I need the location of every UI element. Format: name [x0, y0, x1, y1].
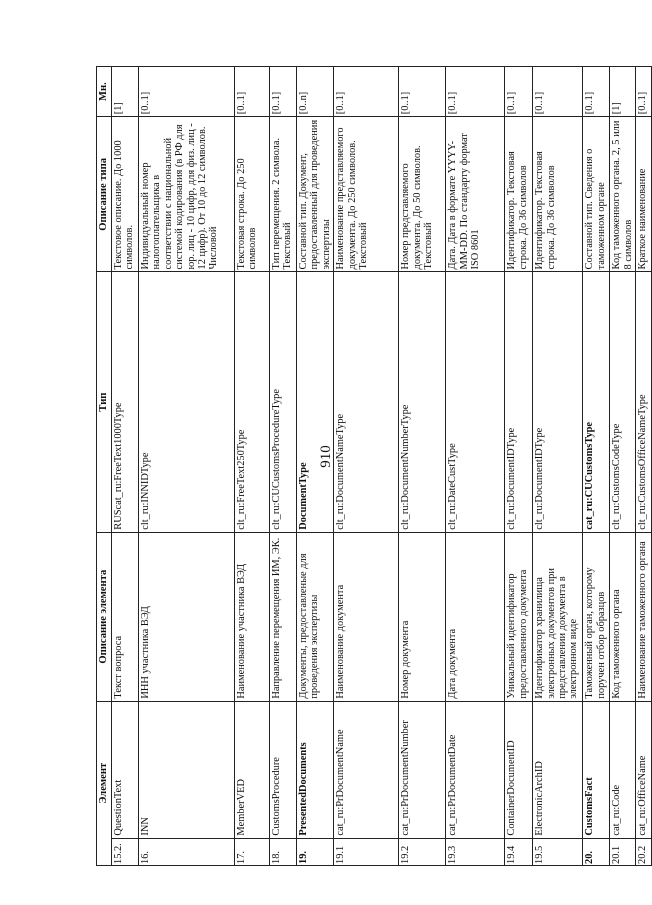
row-number: 20.2 [636, 838, 652, 865]
table-row [399, 67, 446, 866]
type-description: Наименование представляемого документа. До 250 символов. Текстовый [334, 117, 399, 272]
rotated-table-container [96, 66, 649, 866]
element-description: Текст вопроса [112, 532, 139, 701]
type-description: Номер представляемого документа. До 50 символов. Текстовый [399, 117, 446, 272]
row-number: 19.2 [399, 838, 446, 865]
row-number: 20.1 [610, 838, 636, 865]
table-row [235, 67, 270, 866]
type-name: RUScat_ru:FreeText1000Type [112, 272, 139, 532]
element-name: cat_ru:PrDocumentDate [446, 701, 505, 838]
type-description: Код таможенного органа. 2, 5 или 8 символов [610, 117, 636, 272]
row-number: 19.3 [446, 838, 505, 865]
row-number: 18. [270, 838, 297, 865]
element-name: INN [139, 701, 235, 838]
element-description: Уникальный идентификатор предоставленного документа [505, 532, 533, 701]
element-description: Направление перемещения ИМ, ЭК. [270, 532, 297, 701]
type-name: clt_ru:CUCustomsProcedureType [270, 272, 297, 532]
multiplicity: [0..1] [399, 67, 446, 117]
table-header-row [97, 67, 112, 866]
row-number: 19. [297, 838, 334, 865]
row-number: 19.1 [334, 838, 399, 865]
type-name: clt_ru:DateCustType [446, 272, 505, 532]
multiplicity: [0..1] [235, 67, 270, 117]
multiplicity: [0..1] [533, 67, 583, 117]
multiplicity: [1] [112, 67, 139, 117]
element-description: Идентификатор хранилища электронных документов при представлении документа в электронном виде [533, 532, 583, 701]
table-row [610, 67, 636, 866]
type-description: Текстовая строка. До 250 символов [235, 117, 270, 272]
type-description: Составной тип. Сведения о таможенном органе [583, 117, 610, 272]
multiplicity: [0..1] [505, 67, 533, 117]
multiplicity: [1] [610, 67, 636, 117]
multiplicity: [0..1] [583, 67, 610, 117]
type-name: clt_ru:DocumentNameType [334, 272, 399, 532]
element-name: cat_ru:PrDocumentNumber [399, 701, 446, 838]
multiplicity: [0..1] [636, 67, 652, 117]
page-number: 910 [317, 444, 334, 468]
element-description: ИНН участника ВЭД [139, 532, 235, 701]
header-multiplicity: Мн. [97, 67, 112, 117]
row-number: 16. [139, 838, 235, 865]
element-description: Дата документа [446, 532, 505, 701]
table-row [297, 67, 334, 866]
type-description: Краткое наименование [636, 117, 652, 272]
type-name: clt_ru:DocumentIDType [533, 272, 583, 532]
element-description: Код таможенного органа [610, 532, 636, 701]
table-row [533, 67, 583, 866]
multiplicity: [0..1] [334, 67, 399, 117]
type-description: Идентификатор. Текстовая строка. До 36 символов [533, 117, 583, 272]
type-description: Индивидуальный номер налогоплательщика в соответствии с национальной системой кодирования (в РФ для юр. лиц - 10 цифр, для физ. лиц - 12 цифр). От 10 до 12 символов. Числовой [139, 117, 235, 272]
table-row [446, 67, 505, 866]
type-name: clt_ru:DocumentIDType [505, 272, 533, 532]
element-description: Документы, предоставленые для проведения экспертизы [297, 532, 334, 701]
table-row [112, 67, 139, 866]
multiplicity: [0..1] [139, 67, 235, 117]
header-element: Элемент [97, 701, 112, 865]
row-number: 19.5 [533, 838, 583, 865]
element-description: Наименование участника ВЭД [235, 532, 270, 701]
multiplicity: [0..n] [297, 67, 334, 117]
row-number: 17. [235, 838, 270, 865]
element-name: MemberVED [235, 701, 270, 838]
type-name: clt_ru:DocumentNumberType [399, 272, 446, 532]
table-row [583, 67, 610, 866]
element-description: Номер документа [399, 532, 446, 701]
element-name: QuestionText [112, 701, 139, 838]
header-type: Тип [97, 272, 112, 532]
element-name: cat_ru:Code [610, 701, 636, 838]
element-name: PresentedDocuments [297, 701, 334, 838]
row-number: 19.4 [505, 838, 533, 865]
type-description: Составной тип. Документ, предоставленный для проведения экспертизы [297, 117, 334, 272]
table-row [139, 67, 235, 866]
row-number: 20. [583, 838, 610, 865]
table-row [505, 67, 533, 866]
type-description: Тип перемещения. 2 символа. Текстовый [270, 117, 297, 272]
element-description: Таможенный орган, которому поручен отбор образцов [583, 532, 610, 701]
type-name: DocumentType [297, 272, 334, 532]
multiplicity: [0..1] [446, 67, 505, 117]
row-number: 15.2. [112, 838, 139, 865]
type-name: clt_ru:FreeText250Type [235, 272, 270, 532]
type-description: Идентификатор. Текстовая строка. До 36 символов [505, 117, 533, 272]
element-description: Наименование документа [334, 532, 399, 701]
table-row [636, 67, 652, 866]
element-name: ContainerDocumentID [505, 701, 533, 838]
type-name: clt_ru:CustomsOfficeNameType [636, 272, 652, 532]
type-name: clt_ru:INNIDType [139, 272, 235, 532]
type-description: Дата. Дата в формате YYYY-MM-DD. По стандарту формат ISO 8601 [446, 117, 505, 272]
type-name: cat_ru:CUCustomsType [583, 272, 610, 532]
element-name: cat_ru:PrDocumentName [334, 701, 399, 838]
type-description: Текстовое описание. До 1000 символов. [112, 117, 139, 272]
element-name: CustomsProcedure [270, 701, 297, 838]
element-name: ElectronicArchID [533, 701, 583, 838]
header-type-description: Описание типа [97, 117, 112, 272]
header-description: Описание элемента [97, 532, 112, 701]
table-viewport [96, 66, 649, 866]
element-name: CustomsFact [583, 701, 610, 838]
element-description: Наименование таможенного органа [636, 532, 652, 701]
type-name: clt_ru:CustomsCodeType [610, 272, 636, 532]
elements-table [96, 66, 652, 866]
table-row [334, 67, 399, 866]
table-row [270, 67, 297, 866]
element-name: cat_ru:OfficeName [636, 701, 652, 838]
multiplicity: [0..1] [270, 67, 297, 117]
